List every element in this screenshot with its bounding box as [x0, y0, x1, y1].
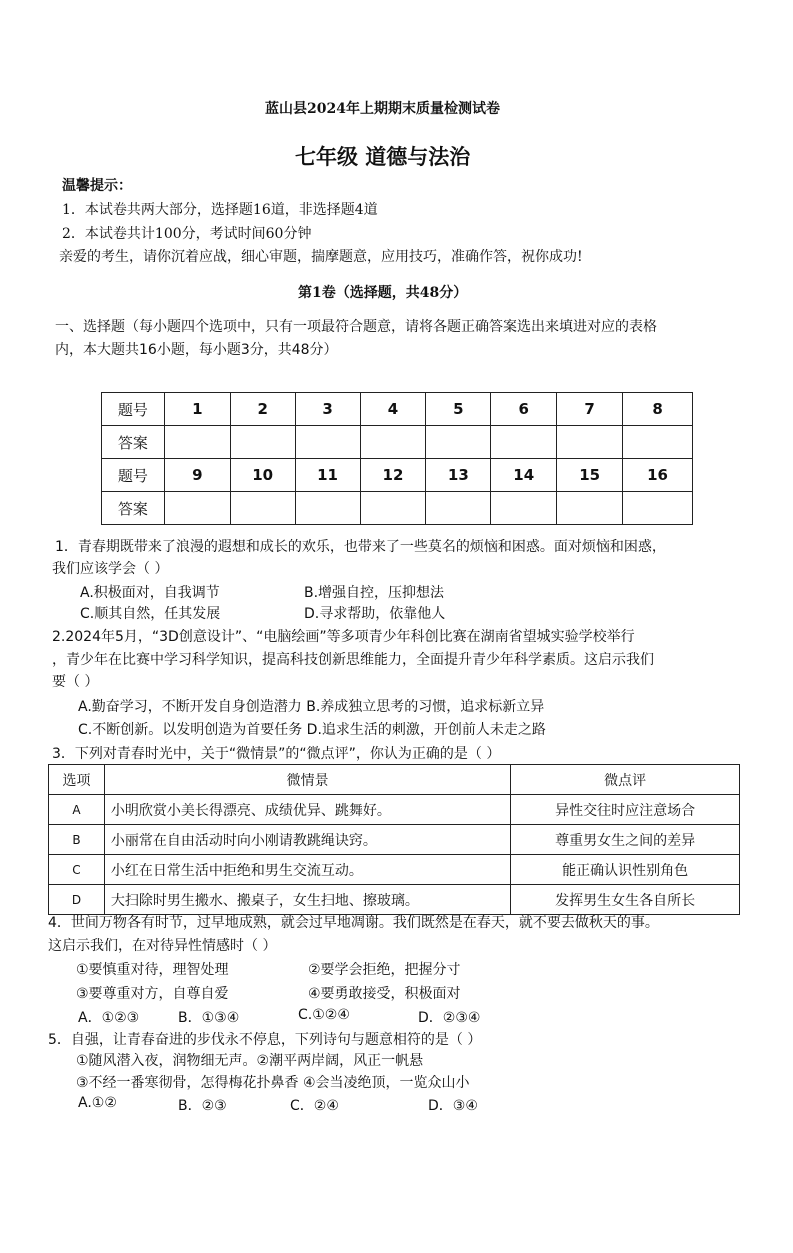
q5-option-c: C．②④ — [290, 1098, 339, 1114]
answer-cell[interactable] — [491, 492, 557, 525]
q1-option-c: C.顺其自然，任其发展 — [80, 606, 221, 622]
q2-options-cd: C.不断创新。以发明创造为首要任务 D.追求生活的刺激，开创前人未走之路 — [78, 722, 546, 738]
answer-cell[interactable] — [295, 426, 360, 459]
answer-label: 答案 — [102, 492, 165, 525]
q3-header-option: 选项 — [49, 765, 105, 795]
q1-option-b: B.增强自控，压抑想法 — [304, 585, 445, 601]
answer-cell[interactable] — [426, 492, 491, 525]
question-number: 16 — [623, 459, 693, 492]
table-row — [49, 855, 740, 885]
question-number: 12 — [360, 459, 426, 492]
question-number-label: 题号 — [102, 393, 165, 426]
q1-option-d: D.寻求帮助，依靠他人 — [304, 606, 446, 622]
question-number: 6 — [491, 393, 557, 426]
question-number: 7 — [557, 393, 623, 426]
q4-option-c: C.①②④ — [298, 1007, 350, 1023]
answer-label: 答案 — [102, 426, 165, 459]
q3-option-letter: D — [49, 885, 105, 915]
question-number-label: 题号 — [102, 459, 165, 492]
answer-cell[interactable] — [360, 492, 426, 525]
question-number: 5 — [426, 393, 491, 426]
answer-table-question-row-2 — [102, 459, 693, 492]
tips-heading: 温馨提示： — [62, 178, 132, 194]
question-number: 15 — [557, 459, 623, 492]
answer-cell[interactable] — [164, 426, 230, 459]
q1-stem-line-1: 1．青春期既带来了浪漫的遐想和成长的欢乐，也带来了一些莫名的烦恼和困惑。面对烦恼和困惑， — [55, 539, 666, 555]
table-row — [49, 825, 740, 855]
section-1-instr-line-2: 内，本大题共16小题，每小题3分，共48分） — [55, 342, 338, 358]
tips-line-3: 亲爱的考生，请你沉着应战，细心审题，揣摩题意，应用技巧，准确作答，祝你成功! — [59, 249, 583, 265]
answer-cell[interactable] — [557, 492, 623, 525]
q5-option-a: A.①② — [78, 1095, 117, 1111]
answer-table-question-row-1 — [102, 393, 693, 426]
answer-table-answer-row-2 — [102, 492, 693, 525]
q5-stem-line-3: ③不经一番寒彻骨，怎得梅花扑鼻香 ④会当凌绝顶，一览众山小 — [76, 1075, 470, 1091]
q3-option-letter: A — [49, 795, 105, 825]
question-number: 13 — [426, 459, 491, 492]
q3-scene: 小红在日常生活中拒绝和男生交流互动。 — [104, 855, 510, 885]
q2-stem-line-2: ，青少年在比赛中学习科学知识，提高科技创新思维能力，全面提升青少年科学素质。这启示我们 — [52, 652, 654, 668]
q1-stem-line-2: 我们应该学会（ ） — [52, 561, 169, 577]
section-1-instr-line-1: 一、选择题（每小题四个选项中，只有一项最符合题意，请将各题正确答案选出来填进对应的表格 — [55, 319, 657, 335]
answer-cell[interactable] — [164, 492, 230, 525]
q5-stem-line-2: ①随风潜入夜，润物细无声。②潮平两岸阔，风正一帆悬 — [76, 1053, 424, 1069]
question-number: 8 — [623, 393, 693, 426]
q3-table-header — [49, 765, 740, 795]
tips-line-1: 1．本试卷共两大部分，选择题16道，非选择题4道 — [62, 202, 378, 218]
answer-cell[interactable] — [623, 492, 693, 525]
q3-header-comment: 微点评 — [511, 765, 740, 795]
answer-cell[interactable] — [426, 426, 491, 459]
question-number: 14 — [491, 459, 557, 492]
question-number: 3 — [295, 393, 360, 426]
answer-table-answer-row-1 — [102, 426, 693, 459]
q3-comment: 发挥男生女生各自所长 — [511, 885, 740, 915]
q3-scene: 大扫除时男生搬水、搬桌子，女生扫地、擦玻璃。 — [104, 885, 510, 915]
answer-cell[interactable] — [623, 426, 693, 459]
q3-comment: 异性交往时应注意场合 — [511, 795, 740, 825]
question-number: 1 — [164, 393, 230, 426]
q3-stem: 3．下列对青春时光中，关于“微情景”的“微点评”，你认为正确的是（ ） — [52, 746, 501, 762]
tips-line-2: 2．本试卷共计100分，考试时间60分钟 — [62, 226, 312, 242]
question-number: 11 — [295, 459, 360, 492]
q5-option-d: D．③④ — [428, 1098, 478, 1114]
q4-item-2: ②要学会拒绝，把握分寸 — [308, 962, 461, 978]
answer-cell[interactable] — [491, 426, 557, 459]
q2-stem-line-3: 要（ ） — [52, 674, 99, 690]
q3-table — [48, 764, 740, 915]
q4-option-a: A．①②③ — [78, 1010, 140, 1026]
question-number: 2 — [230, 393, 295, 426]
question-number: 9 — [164, 459, 230, 492]
q4-item-1: ①要慎重对待，理智处理 — [76, 962, 229, 978]
table-row — [49, 885, 740, 915]
q4-stem-line-2: 这启示我们，在对待异性情感时（ ） — [48, 938, 277, 954]
answer-cell[interactable] — [360, 426, 426, 459]
answer-cell[interactable] — [295, 492, 360, 525]
subject-title: 七年级 道德与法治 — [295, 144, 471, 169]
q3-scene: 小丽常在自由活动时向小刚请教跳绳诀窍。 — [104, 825, 510, 855]
section-1-title: 第1卷（选择题，共48分） — [298, 285, 468, 301]
table-row — [49, 795, 740, 825]
answer-cell[interactable] — [557, 426, 623, 459]
q4-option-b: B．①③④ — [178, 1010, 240, 1026]
question-number: 10 — [230, 459, 295, 492]
q5-stem-line-1: 5．自强，让青春奋进的步伐永不停息，下列诗句与题意相符的是（ ） — [48, 1032, 482, 1048]
answer-cell[interactable] — [230, 492, 295, 525]
q3-comment: 能正确认识性别角色 — [511, 855, 740, 885]
q3-option-letter: C — [49, 855, 105, 885]
answer-cell[interactable] — [230, 426, 295, 459]
q3-comment: 尊重男女生之间的差异 — [511, 825, 740, 855]
q2-stem-line-1: 2.2024年5月，“3D创意设计”、“电脑绘画”等多项青少年科创比赛在湖南省望城实验学校举行 — [52, 629, 635, 645]
q3-header-scene: 微情景 — [104, 765, 510, 795]
q5-option-b: B．②③ — [178, 1098, 227, 1114]
q3-option-letter: B — [49, 825, 105, 855]
q2-options-ab: A.勤奋学习，不断开发自身创造潜力 B.养成独立思考的习惯，追求标新立异 — [78, 699, 545, 715]
q4-item-3: ③要尊重对方，自尊自爱 — [76, 986, 229, 1002]
q4-item-4: ④要勇敢接受，积极面对 — [308, 986, 461, 1002]
question-number: 4 — [360, 393, 426, 426]
answer-table — [101, 392, 693, 525]
q4-option-d: D．②③④ — [418, 1010, 481, 1026]
exam-title: 蓝山县2024年上期期末质量检测试卷 — [265, 101, 500, 117]
q3-scene: 小明欣赏小美长得漂亮、成绩优异、跳舞好。 — [104, 795, 510, 825]
q4-stem-line-1: 4．世间万物各有时节，过早地成熟，就会过早地凋谢。我们既然是在春天，就不要去做秋天的事。 — [48, 915, 659, 931]
q1-option-a: A.积极面对，自我调节 — [80, 585, 220, 601]
